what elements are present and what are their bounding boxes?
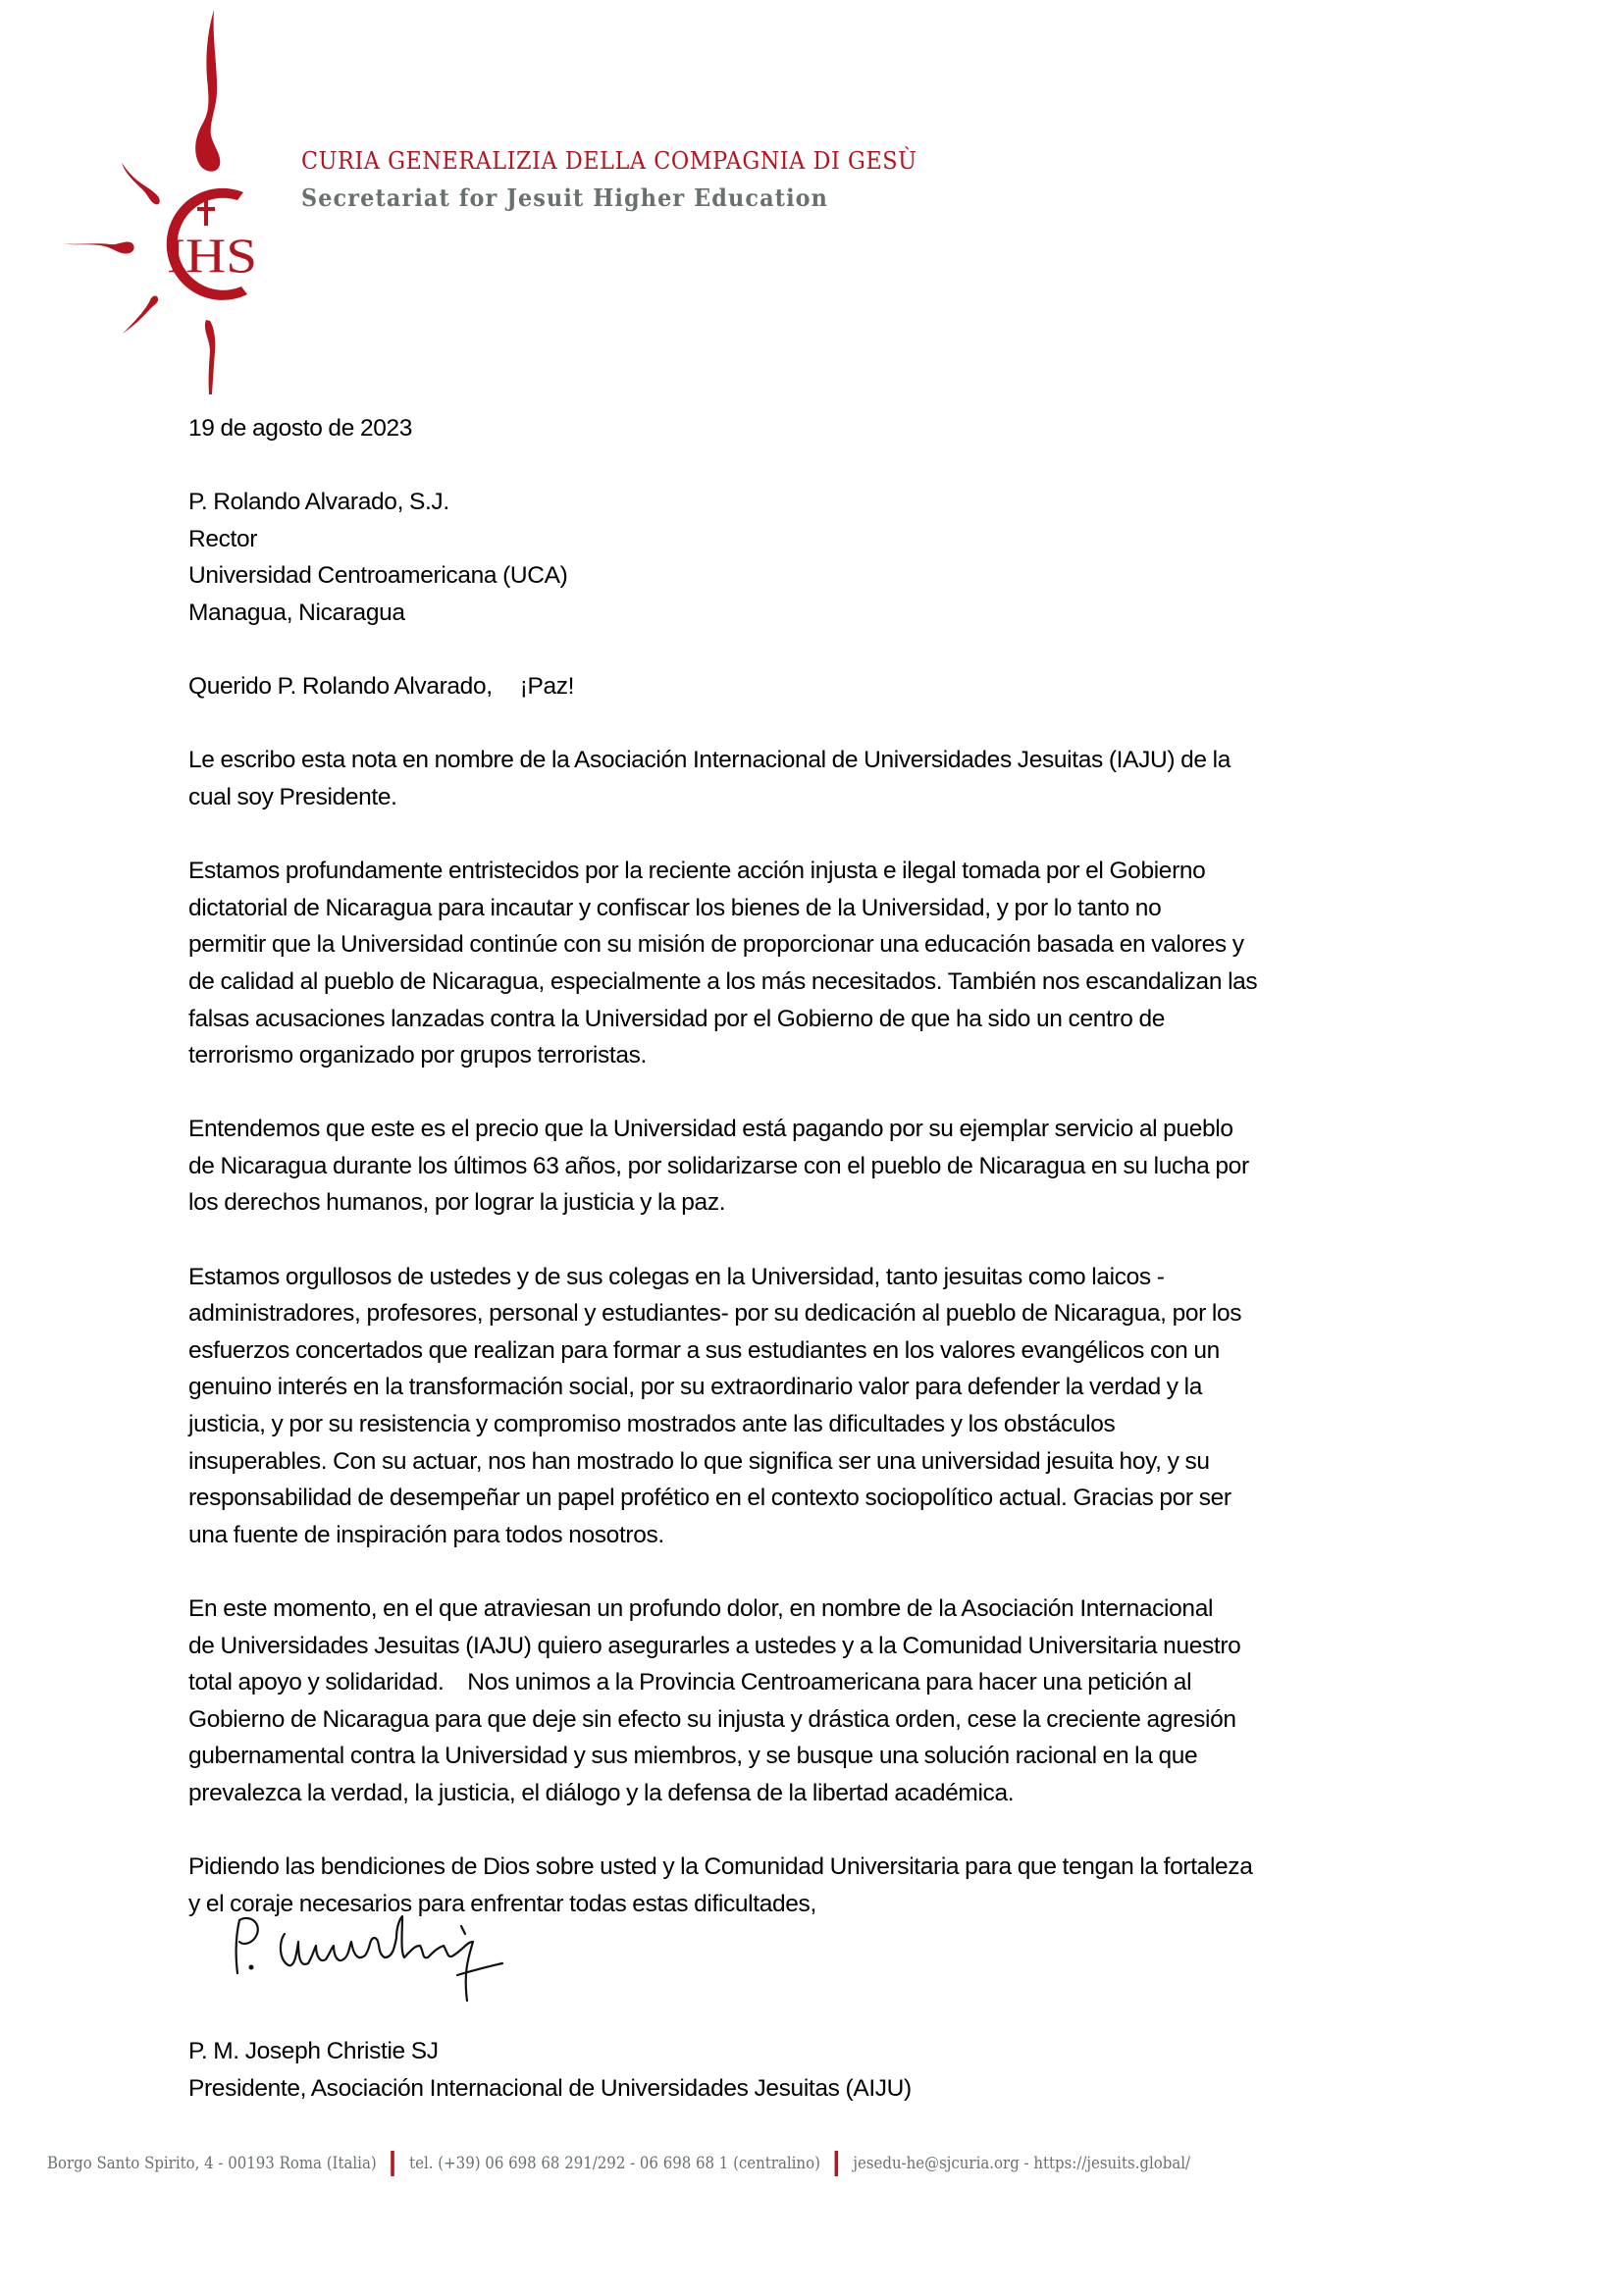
- paragraph-5: [188, 1591, 1464, 1812]
- footer-divider: [392, 2151, 395, 2176]
- department-name: Secretariat for Jesuit Higher Education: [301, 183, 829, 212]
- salutation-line: [188, 668, 1464, 705]
- paragraph-line: de calidad al pueblo de Nicaragua, especialmente a los más necesitados. También nos escandalizan las: [188, 967, 1258, 995]
- paragraph-line: cual soy Presidente.: [188, 783, 397, 810]
- paragraph-line: Le escribo esta nota en nombre de la Asociación Internacional de Universidades Jesuitas (IAJU) de la: [188, 747, 1231, 774]
- paragraph-line: justicia, y por su resistencia y compromiso mostrados ante las dificultades y los obstáculos: [188, 1411, 1116, 1438]
- recipient-location: Managua, Nicaragua: [188, 599, 405, 626]
- handwritten-signature-icon: [228, 1912, 532, 2010]
- paragraph-line: dictatorial de Nicaragua para incautar y confiscar los bienes de la Universidad, y por lo tanto no: [188, 894, 1162, 921]
- paragraph-4: [188, 1259, 1464, 1554]
- paragraph-line: Estamos orgullosos de ustedes y de sus colegas en la Universidad, tanto jesuitas como laicos -: [188, 1263, 1165, 1290]
- paragraph-line: esfuerzos concertados que realizan para formar a sus estudiantes en los valores evangélicos con un: [188, 1336, 1220, 1364]
- paragraph-line: En este momento, en el que atraviesan un profundo dolor, en nombre de la Asociación Internacional: [188, 1595, 1214, 1622]
- svg-text:IHS: IHS: [167, 228, 257, 283]
- paragraph-line: prevalezca la verdad, la justicia, el diálogo y la defensa de la libertad académica.: [188, 1779, 1015, 1806]
- paragraph-line: Entendemos que este es el precio que la Universidad está pagando por su ejemplar servicio al pueblo: [188, 1116, 1233, 1143]
- letter-body: [188, 410, 1464, 2107]
- recipient-name: P. Rolando Alvarado, S.J.: [188, 489, 449, 516]
- footer-phone: tel. (+39) 06 698 68 291/292 - 06 698 68 1 (centralino): [409, 2154, 820, 2173]
- paragraph-line: genuino interés en la transformación social, por su extraordinario valor para defender la verdad y la: [188, 1374, 1203, 1401]
- paragraph-line: falsas acusaciones lanzadas contra la Universidad por el Gobierno de que ha sido un centro de: [188, 1005, 1166, 1032]
- ihs-sun-emblem-icon: [54, 0, 280, 402]
- letterhead-footer: [47, 2151, 1429, 2176]
- paragraph-line: Estamos profundamente entristecidos por la reciente acción injusta e ilegal tomada por el Gobierno: [188, 858, 1206, 885]
- paragraph-line: responsabilidad de desempeñar un papel profético en el contexto sociopolítico actual. Gracias por ser: [188, 1485, 1231, 1512]
- paragraph-line: terrorismo organizado por grupos terroristas.: [188, 1042, 648, 1069]
- recipient-institution: Universidad Centroamericana (UCA): [188, 562, 568, 590]
- letter-date: 19 de agosto de 2023: [188, 415, 413, 442]
- footer-divider: [835, 2151, 839, 2176]
- paragraph-line: una fuente de inspiración para todos nosotros.: [188, 1521, 664, 1548]
- paragraph-line: administradores, profesores, personal y estudiantes- por su dedicación al pueblo de Nicaragua, por los: [188, 1300, 1242, 1328]
- paragraph-closing: [188, 1849, 1464, 1922]
- paragraph-line: de Universidades Jesuitas (IAJU) quiero asegurarles a ustedes y a la Comunidad Universitaria nuestro: [188, 1632, 1241, 1659]
- paragraph-line: insuperables. Con su actuar, nos han mostrado lo que significa ser una universidad jesuita hoy, y su: [188, 1447, 1210, 1475]
- recipient-block: [188, 484, 1464, 631]
- paragraph-line: y el coraje necesarios para enfrentar todas estas dificultades,: [188, 1890, 816, 1917]
- paragraph-line: los derechos humanos, por lograr la justicia y la paz.: [188, 1189, 726, 1217]
- greeting: ¡Paz!: [519, 673, 575, 701]
- paragraph-1: [188, 742, 1464, 815]
- signer-title: Presidente, Asociación Internacional de Universidades Jesuitas (AIJU): [188, 2074, 912, 2102]
- paragraph-line: permitir que la Universidad continúe con su misión de proporcionar una educación basada en valores y: [188, 931, 1244, 959]
- signer-name: P. M. Joseph Christie SJ: [188, 2038, 439, 2065]
- recipient-role: Rector: [188, 525, 258, 552]
- paragraph-2: [188, 853, 1464, 1074]
- paragraph-line: de Nicaragua durante los últimos 63 años, por solidarizarse con el pueblo de Nicaragua en su lucha por: [188, 1152, 1249, 1179]
- footer-contact: jesedu-he@sjcuria.org - https://jesuits.global/: [853, 2154, 1191, 2173]
- footer-address: Borgo Santo Spirito, 4 - 00193 Roma (Italia): [47, 2154, 377, 2173]
- paragraph-line: total apoyo y solidaridad. Nos unimos a la Provincia Centroamericana para hacer una petición al: [188, 1669, 1192, 1696]
- paragraph-3: [188, 1111, 1464, 1222]
- paragraph-line: gubernamental contra la Universidad y sus miembros, y se busque una solución racional en la que: [188, 1743, 1198, 1770]
- paragraph-line: Pidiendo las bendiciones de Dios sobre usted y la Comunidad Universitaria para que tengan la fortaleza: [188, 1853, 1253, 1881]
- paragraph-line: Gobierno de Nicaragua para que deje sin efecto su injusta y drástica orden, cese la creciente agresión: [188, 1705, 1236, 1733]
- salutation: Querido P. Rolando Alvarado,: [188, 673, 493, 701]
- institution-name: CURIA GENERALIZIA DELLA COMPAGNIA DI GESÙ: [301, 147, 917, 175]
